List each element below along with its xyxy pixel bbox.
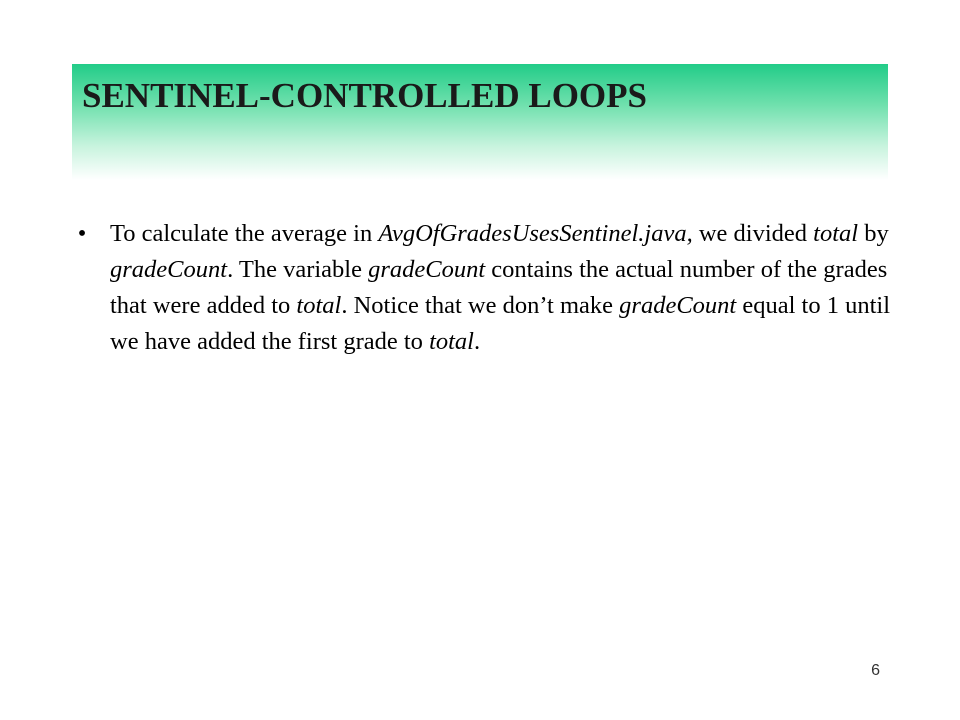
slide-title: SENTINEL-CONTROLLED LOOPS: [82, 76, 647, 115]
bullet-item: [72, 216, 892, 360]
bullet-text-segment: we divided: [692, 220, 814, 247]
bullet-text-segment: .: [473, 328, 481, 355]
bullet-text-segment-italic: total: [813, 220, 859, 247]
bullet-text-segment: by: [858, 220, 889, 247]
bullet-text-segment-italic: total: [296, 292, 342, 319]
bullet-text-segment: . The variable: [227, 256, 369, 283]
bullet-text-segment: equal to 1 until we have added the first grade to: [110, 292, 891, 355]
bullet-text-segment: contains the actual number of the grades that were added to: [110, 256, 888, 319]
bullet-text-segment-italic: gradeCount: [619, 292, 737, 319]
slide-content: [72, 216, 892, 360]
title-band: [72, 64, 888, 180]
bullet-text: [110, 220, 890, 355]
bullet-text-segment-italic: total: [429, 328, 474, 355]
bullet-text-segment-italic: AvgOfGradesUsesSentinel.java,: [378, 220, 693, 247]
bullet-text-segment: To calculate the average in: [110, 220, 379, 247]
bullet-text-segment-italic: gradeCount: [110, 256, 228, 283]
page-number: 6: [871, 662, 880, 679]
bullet-text-segment: . Notice that we don’t make: [341, 292, 620, 319]
bullet-marker: •: [77, 220, 87, 247]
bullet-text-segment-italic: gradeCount: [368, 256, 486, 283]
